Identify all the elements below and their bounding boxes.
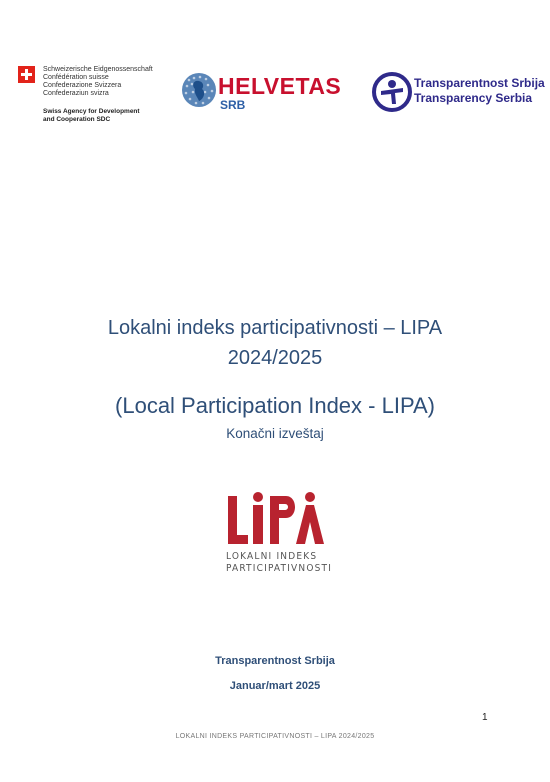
title-line-2: 2024/2025 bbox=[227, 347, 323, 369]
sdc-agency bbox=[43, 108, 140, 124]
helvetas-wordmark: HELVETAS bbox=[218, 73, 342, 99]
report-subtitle: Konačni izveštaj bbox=[226, 426, 324, 441]
sdc-agency-line: Swiss Agency for Development bbox=[43, 108, 140, 115]
sdc-line: Confédération suisse bbox=[43, 74, 109, 81]
sdc-line: Confederaziun svizra bbox=[43, 90, 109, 97]
sdc-line: Confederazione Svizzera bbox=[43, 82, 122, 89]
lipa-logo-line: LOKALNI INDEKS bbox=[226, 551, 318, 562]
sdc-names bbox=[43, 66, 153, 98]
organization-name: Transparentnost Srbija bbox=[215, 655, 335, 667]
page-number: 1 bbox=[482, 712, 488, 723]
title-line-1: Lokalni indeks participativnosti – LIPA bbox=[107, 317, 443, 339]
ts-name-en: Transparency Serbia bbox=[414, 91, 533, 105]
transparency-serbia-logo-icon bbox=[372, 71, 412, 113]
sdc-agency-line: and Cooperation SDC bbox=[43, 116, 111, 123]
title-line-3: (Local Participation Index - LIPA) bbox=[115, 393, 435, 418]
transparency-serbia-name bbox=[414, 76, 545, 106]
helvetas-globe-icon bbox=[180, 70, 218, 110]
sdc-line: Schweizerische Eidgenossenschaft bbox=[43, 66, 153, 73]
ts-name-sr: Transparentnost Srbija bbox=[414, 76, 545, 90]
lipa-logo-text bbox=[226, 551, 332, 575]
helvetas-sub: SRB bbox=[220, 98, 246, 112]
page-footer: LOKALNI INDEKS PARTICIPATIVNOSTI – LIPA 2024/2025 bbox=[175, 733, 375, 740]
report-date: Januar/mart 2025 bbox=[229, 680, 321, 692]
lipa-logo-icon bbox=[226, 490, 326, 548]
swiss-flag-icon bbox=[18, 66, 35, 83]
lipa-logo-line: PARTICIPATIVNOSTI bbox=[226, 563, 333, 574]
